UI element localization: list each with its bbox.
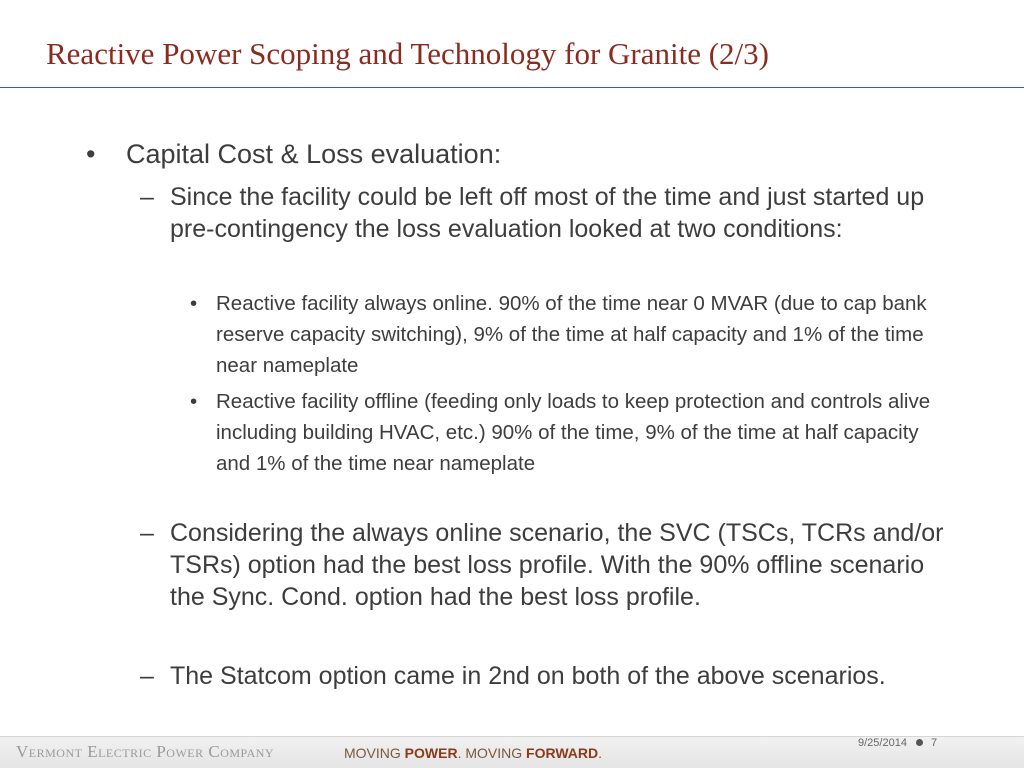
tagline-part: MOVING [344, 745, 405, 761]
bullet-marker: • [190, 292, 198, 315]
tagline-forward: FORWARD [526, 745, 599, 761]
tagline-power: POWER [404, 745, 458, 761]
bullet-text: Capital Cost & Loss evaluation: [126, 139, 502, 169]
sub-sub-bullet-text: Reactive facility offline (feeding only loads to keep protection and controls alive including building HVAC, etc.) 90% of the time, 9% of the time at half capacity and 1% of the time near nameplate [216, 390, 931, 475]
company-logo-text: Vermont Electric Power Company [16, 742, 275, 761]
sub-bullet-loss-conditions [140, 181, 950, 245]
separator-dot-icon [916, 739, 923, 746]
sub-sub-bullet-online [190, 288, 941, 381]
bullet-marker: • [86, 139, 96, 169]
slide-date: 9/25/2014 [858, 737, 907, 749]
sub-sub-bullet-offline [190, 386, 941, 479]
bullet-level1 [86, 138, 946, 170]
sub-bullet-loss-profile [140, 517, 950, 613]
sub-bullet-statcom [140, 660, 950, 692]
sub-bullet-text: The Statcom option came in 2nd on both of the above scenarios. [170, 662, 886, 690]
sub-sub-bullet-text: Reactive facility always online. 90% of the time near 0 MVAR (due to cap bank reserve capacity switching), 9% of the time at half capacity and 1% of the time near nameplate [216, 292, 927, 377]
bullet-marker: • [190, 390, 198, 413]
company-tagline [344, 745, 602, 761]
dash-marker: – [140, 519, 154, 547]
tagline-part: . [598, 745, 602, 761]
sub-bullet-text: Since the facility could be left off most of the time and just started up pre-contingency the loss evaluation looked at two conditions: [170, 183, 925, 243]
slide-title: Reactive Power Scoping and Technology for Granite (2/3) [46, 36, 769, 71]
dash-marker: – [140, 183, 154, 211]
page-number: 7 [931, 737, 938, 749]
dash-marker: – [140, 662, 154, 690]
tagline-part: . MOVING [457, 745, 527, 761]
sub-bullet-text: Considering the always online scenario, the SVC (TSCs, TCRs and/or TSRs) option had the best loss profile. With the 90% offline scenario the Sync. Cond. option had the best loss profile. [170, 519, 944, 611]
